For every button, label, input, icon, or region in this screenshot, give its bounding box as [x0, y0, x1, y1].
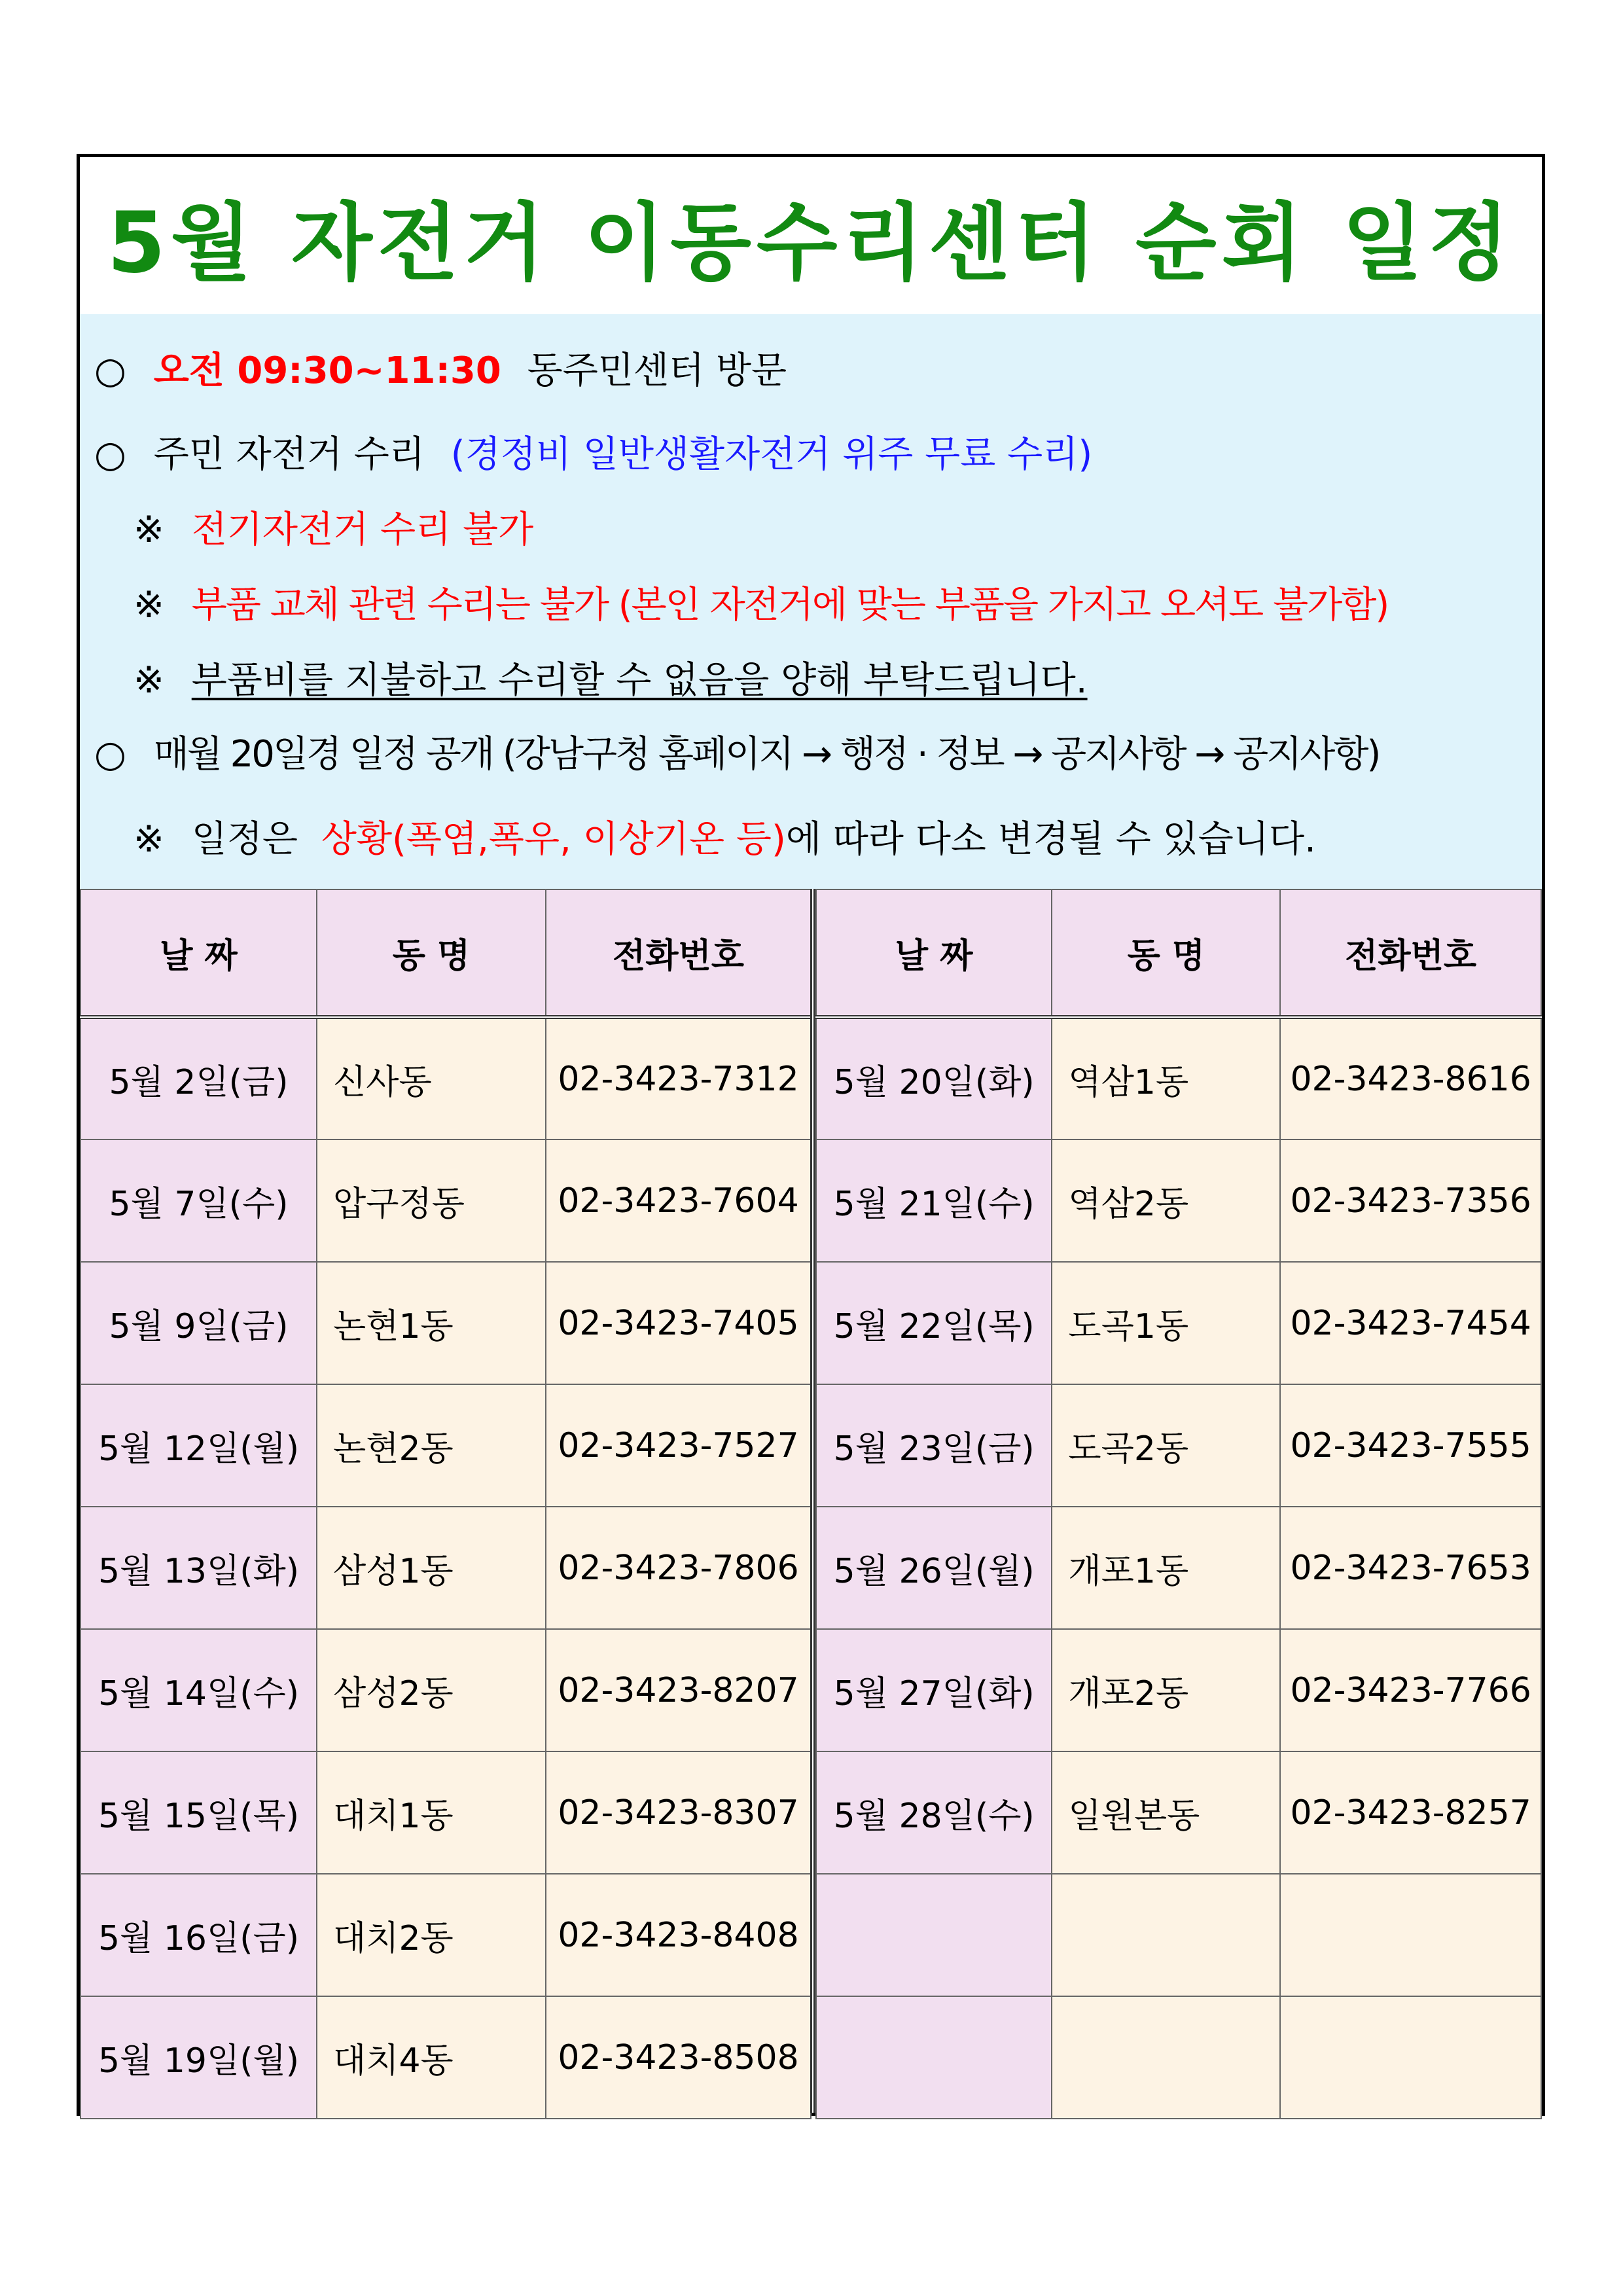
reference-mark-icon: ※ — [134, 818, 164, 861]
phone-cell: 02-3423-7766 — [1280, 1629, 1541, 1751]
notice-line-parts — [134, 576, 1388, 628]
phone-cell: 02-3423-7653 — [1280, 1507, 1541, 1629]
table-divider — [810, 889, 815, 2113]
table-header-row — [80, 889, 811, 1017]
schedule-document — [77, 154, 1545, 2116]
schedule-table-left — [80, 889, 812, 2119]
change-text-highlight: 상황(폭염,폭우, 이상기온 등) — [321, 818, 786, 861]
phone-cell: 02-3423-7527 — [546, 1384, 811, 1507]
dong-cell: 압구정동 — [317, 1139, 546, 1262]
table-row — [80, 1507, 811, 1629]
date-cell: 5월 26일(월) — [816, 1507, 1052, 1629]
phone-cell: 02-3423-7454 — [1280, 1262, 1541, 1384]
phone-cell — [1280, 1874, 1541, 1996]
date-cell: 5월 16일(금) — [80, 1874, 317, 1996]
dong-cell: 신사동 — [317, 1017, 546, 1139]
notice-line-hours — [94, 342, 787, 394]
table-row — [816, 1629, 1541, 1751]
date-cell: 5월 28일(수) — [816, 1751, 1052, 1874]
visit-text: 동주민센터 방문 — [527, 350, 787, 392]
date-cell: 5월 19일(월) — [80, 1996, 317, 2119]
reference-mark-icon: ※ — [134, 584, 164, 626]
circle-marker-icon: ○ — [94, 433, 126, 476]
dong-cell: 논현2동 — [317, 1384, 546, 1507]
dong-cell: 역삼1동 — [1052, 1017, 1280, 1139]
parts-text: 부품 교체 관련 수리는 불가 (본인 자전거에 맞는 부품을 가지고 오셔도 불가함) — [191, 584, 1389, 626]
dong-cell: 논현1동 — [317, 1262, 546, 1384]
table-row — [80, 1139, 811, 1262]
circle-marker-icon: ○ — [94, 350, 126, 392]
dong-cell: 삼성2동 — [317, 1629, 546, 1751]
notice-line-ebike — [134, 501, 533, 553]
dong-cell: 대치1동 — [317, 1751, 546, 1874]
phone-cell: 02-3423-7312 — [546, 1017, 811, 1139]
notice-line-change — [134, 810, 1316, 863]
dong-cell: 삼성1동 — [317, 1507, 546, 1629]
date-cell: 5월 27일(화) — [816, 1629, 1052, 1751]
date-cell: 5월 7일(수) — [80, 1139, 317, 1262]
dong-cell: 일원본동 — [1052, 1751, 1280, 1874]
phone-cell: 02-3423-7604 — [546, 1139, 811, 1262]
table-row — [816, 1262, 1541, 1384]
title-row — [80, 157, 1542, 316]
date-cell — [816, 1874, 1052, 1996]
repair-text: 주민 자전거 수리 — [153, 433, 425, 476]
dong-cell: 도곡1동 — [1052, 1262, 1280, 1384]
date-cell: 5월 20일(화) — [816, 1017, 1052, 1139]
header-date: 날 짜 — [816, 889, 1052, 1017]
table-row — [80, 1262, 811, 1384]
date-cell: 5월 14일(수) — [80, 1629, 317, 1751]
table-header-row — [816, 889, 1541, 1017]
date-cell: 5월 9일(금) — [80, 1262, 317, 1384]
phone-cell — [1280, 1996, 1541, 2119]
phone-cell: 02-3423-8207 — [546, 1629, 811, 1751]
phone-cell: 02-3423-8408 — [546, 1874, 811, 1996]
header-phone: 전화번호 — [1280, 889, 1541, 1017]
repair-note: (경정비 일반생활자전거 위주 무료 수리) — [450, 433, 1093, 476]
notice-line-cost — [134, 651, 1088, 704]
phone-cell: 02-3423-7806 — [546, 1507, 811, 1629]
phone-cell: 02-3423-7405 — [546, 1262, 811, 1384]
notice-box — [80, 314, 1542, 891]
date-cell: 5월 15일(목) — [80, 1751, 317, 1874]
dong-cell: 대치4동 — [317, 1996, 546, 2119]
date-cell: 5월 22일(목) — [816, 1262, 1052, 1384]
date-cell — [816, 1996, 1052, 2119]
notice-line-repair — [94, 425, 1092, 478]
change-text-before: 일정은 — [191, 818, 298, 861]
date-cell: 5월 23일(금) — [816, 1384, 1052, 1507]
table-row — [816, 1139, 1541, 1262]
table-row — [816, 1751, 1541, 1874]
change-text-after: 에 따라 다소 변경될 수 있습니다. — [785, 818, 1316, 861]
dong-cell: 역삼2동 — [1052, 1139, 1280, 1262]
date-cell: 5월 13일(화) — [80, 1507, 317, 1629]
publish-text: 매월 20일경 일정 공개 (강남구청 홈페이지 → 행정 · 정보 → 공지사항 → 공지사항) — [153, 733, 1380, 776]
dong-cell — [1052, 1874, 1280, 1996]
phone-cell: 02-3423-8307 — [546, 1751, 811, 1874]
table-row — [80, 1629, 811, 1751]
hours-text: 오전 09:30~11:30 — [153, 350, 501, 392]
dong-cell: 개포1동 — [1052, 1507, 1280, 1629]
phone-cell: 02-3423-8616 — [1280, 1017, 1541, 1139]
header-date: 날 짜 — [80, 889, 317, 1017]
table-row — [80, 1751, 811, 1874]
header-dong: 동 명 — [317, 889, 546, 1017]
table-row — [80, 1017, 811, 1139]
ebike-text: 전기자전거 수리 불가 — [191, 509, 534, 551]
date-cell: 5월 21일(수) — [816, 1139, 1052, 1262]
table-row — [816, 1874, 1541, 1996]
table-row — [80, 1874, 811, 1996]
table-row — [816, 1507, 1541, 1629]
page-title: 5월 자전거 이동수리센터 순회 일정 — [107, 194, 1515, 292]
dong-cell: 개포2동 — [1052, 1629, 1280, 1751]
header-phone: 전화번호 — [546, 889, 811, 1017]
dong-cell: 도곡2동 — [1052, 1384, 1280, 1507]
table-row — [816, 1017, 1541, 1139]
schedule-table-right — [815, 889, 1542, 2119]
circle-marker-icon: ○ — [94, 733, 126, 776]
phone-cell: 02-3423-8257 — [1280, 1751, 1541, 1874]
dong-cell: 대치2동 — [317, 1874, 546, 1996]
phone-cell: 02-3423-7356 — [1280, 1139, 1541, 1262]
table-row — [816, 1996, 1541, 2119]
table-row — [816, 1384, 1541, 1507]
date-cell: 5월 2일(금) — [80, 1017, 317, 1139]
cost-text: 부품비를 지불하고 수리할 수 없음을 양해 부탁드립니다. — [191, 659, 1088, 702]
table-row — [80, 1384, 811, 1507]
table-row — [80, 1996, 811, 2119]
reference-mark-icon: ※ — [134, 659, 164, 702]
notice-line-publish — [94, 725, 1379, 778]
schedule-table — [80, 889, 1542, 2113]
date-cell: 5월 12일(월) — [80, 1384, 317, 1507]
dong-cell — [1052, 1996, 1280, 2119]
reference-mark-icon: ※ — [134, 509, 164, 551]
phone-cell: 02-3423-7555 — [1280, 1384, 1541, 1507]
phone-cell: 02-3423-8508 — [546, 1996, 811, 2119]
header-dong: 동 명 — [1052, 889, 1280, 1017]
